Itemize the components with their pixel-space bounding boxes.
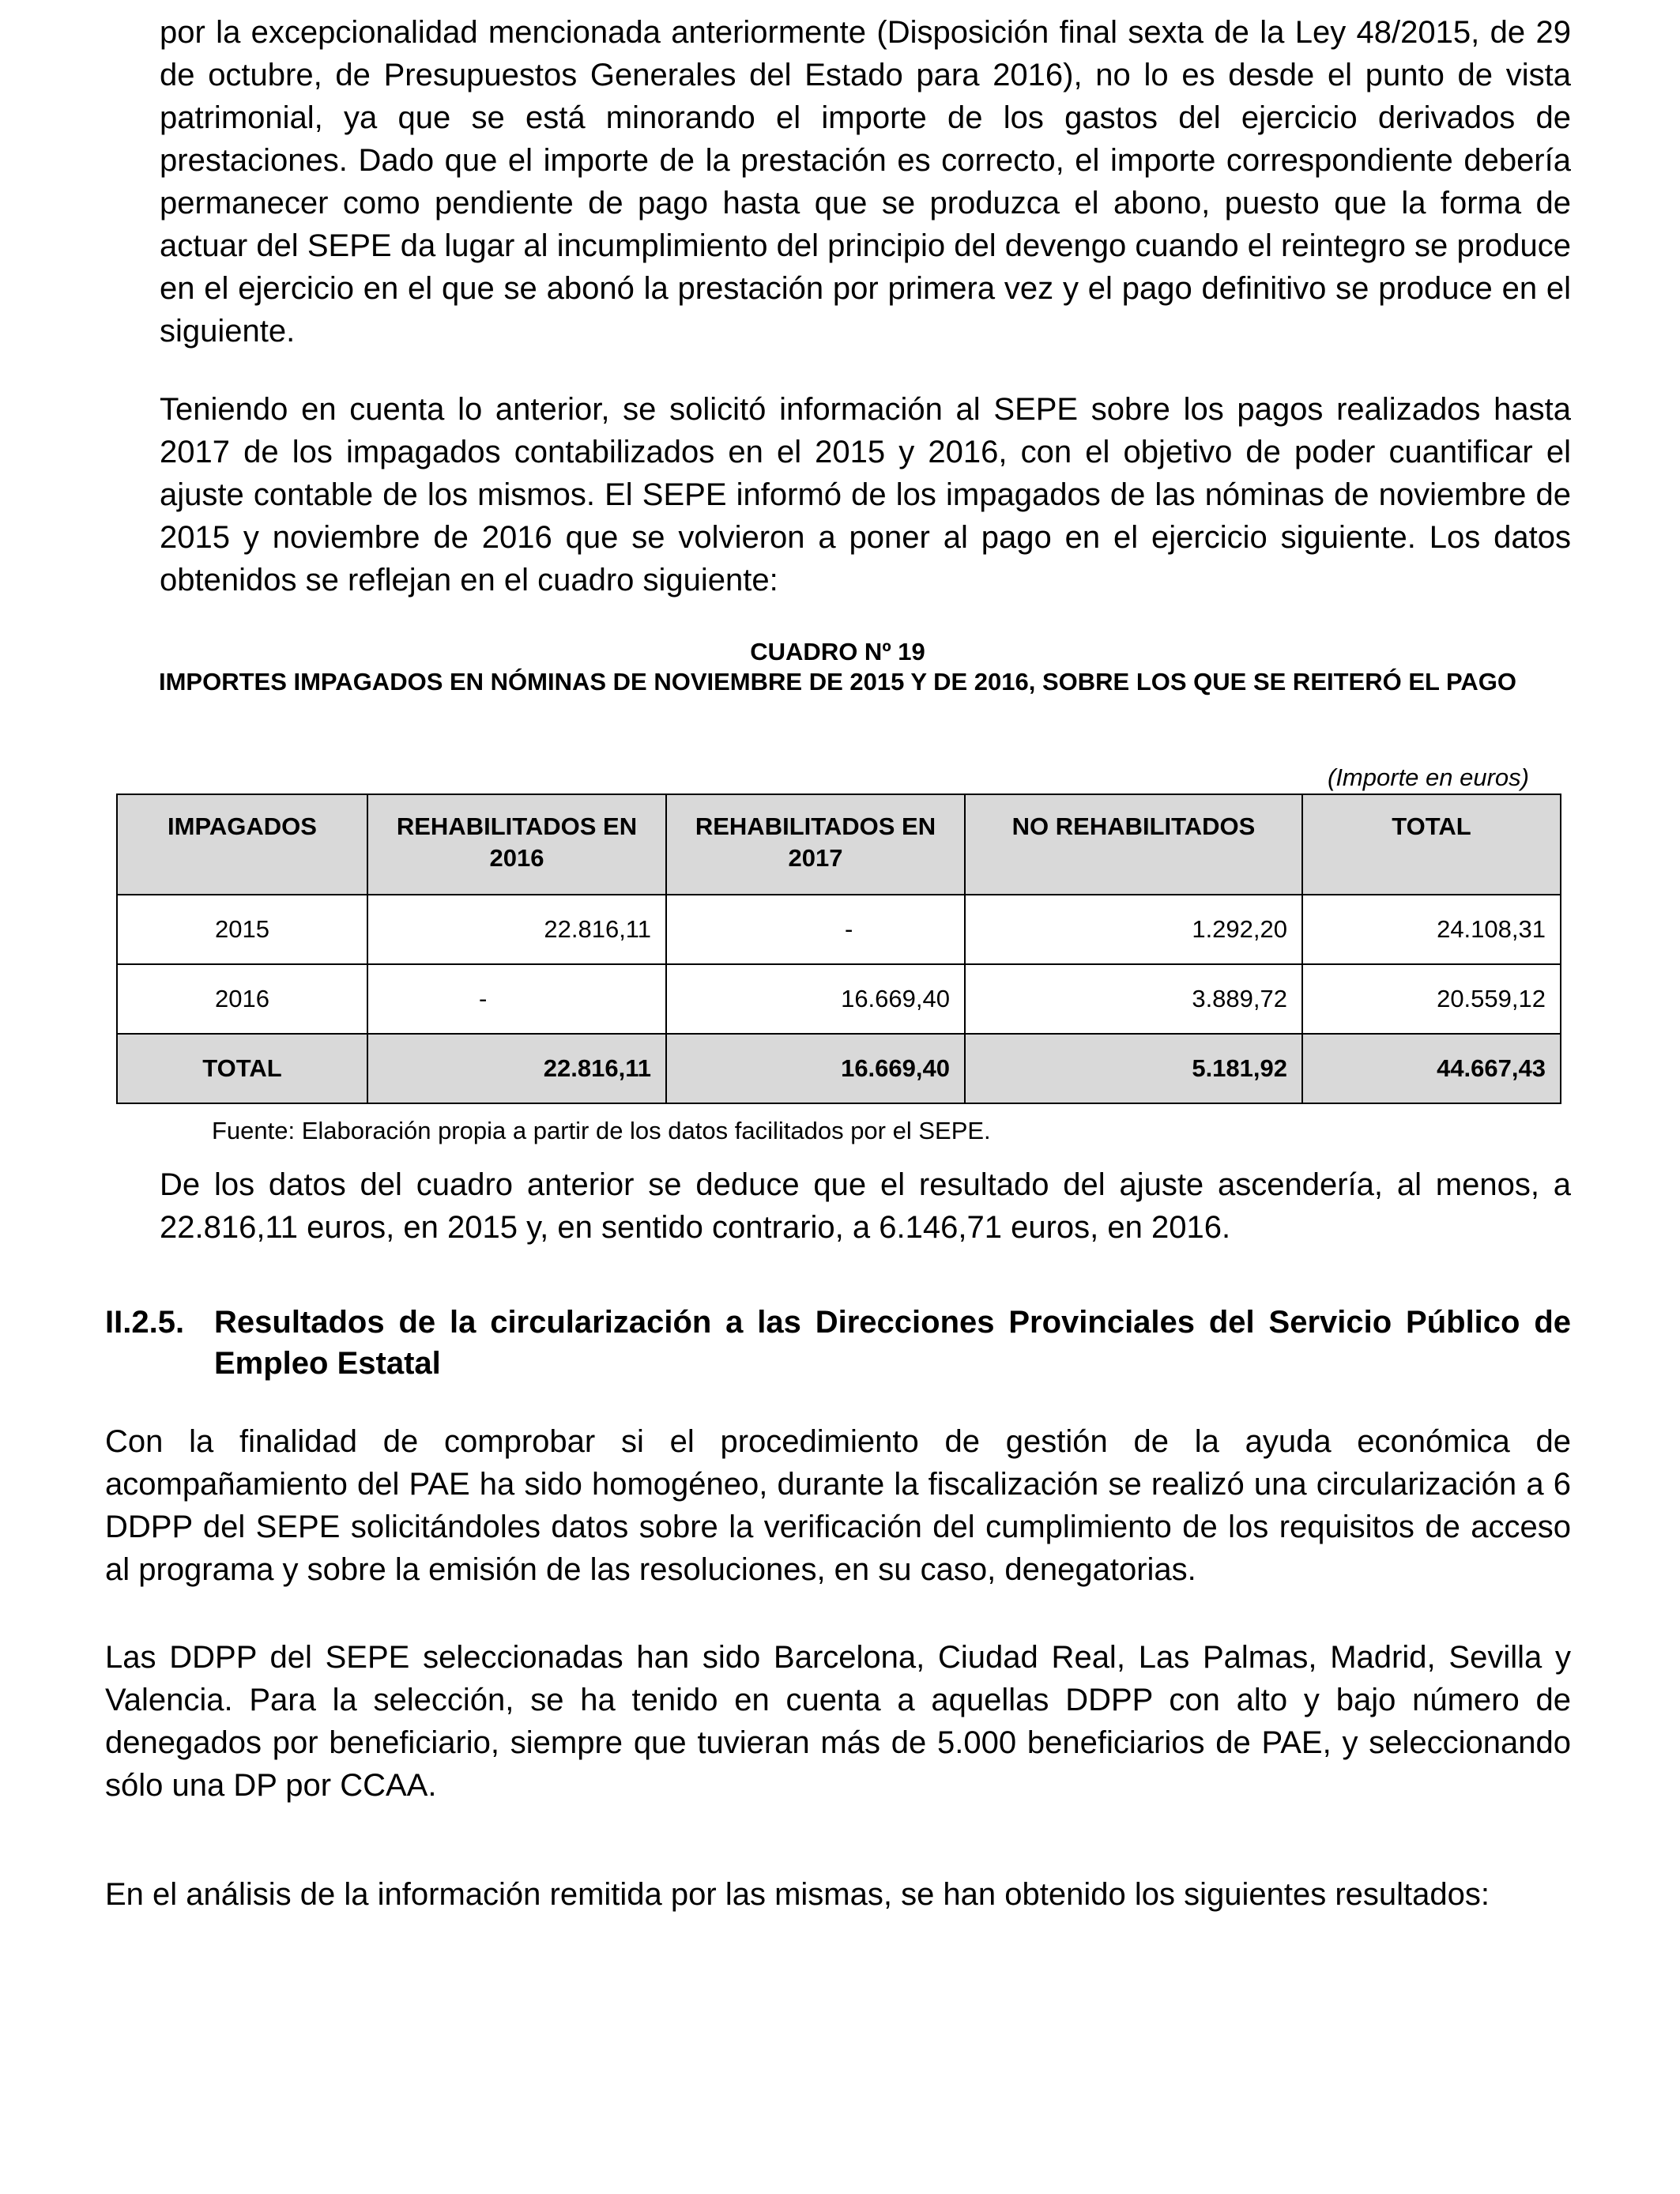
cell-rehabilitados-2016: 22.816,11: [367, 895, 666, 964]
header-no-rehabilitados: NO REHABILITADOS: [965, 794, 1302, 895]
cell-total-label: TOTAL: [117, 1034, 367, 1103]
table-total-row: [117, 1034, 1561, 1103]
cell-rehabilitados-2016: -: [367, 964, 666, 1034]
table-header-row: [117, 794, 1561, 895]
impagados-table: [116, 794, 1561, 1104]
cell-no-rehabilitados: 1.292,20: [965, 895, 1302, 964]
cell-total-rehabilitados-2016: 22.816,11: [367, 1034, 666, 1103]
header-rehabilitados-2017: REHABILITADOS EN 2017: [666, 794, 965, 895]
table-number: CUADRO Nº 19: [750, 638, 925, 665]
paragraph-ddpp-seleccionadas: Las DDPP del SEPE seleccionadas han sido Barcelona, Ciudad Real, Las Palmas, Madrid, Sevilla y Valencia. Para la selección, se ha tenido en cuenta a aquellas DDPP con alto y bajo número de denegados por beneficiario, siempre que tuvieran más de 5.000 beneficiarios de PAE, y seleccionando sólo una DP por CCAA.: [105, 1640, 1571, 1803]
cell-grand-total: 44.667,43: [1302, 1034, 1561, 1103]
cell-total: 24.108,31: [1302, 895, 1561, 964]
paragraph-devengo: por la excepcionalidad mencionada anteriormente (Disposición final sexta de la Ley 48/2015, de 29 de octubre, de Presupuestos Generales del Estado para 2016), no lo es desde el punto de vista patrimonial, ya que se está minorando el importe de los gastos del ejercicio derivados de prestaciones. Dado que el importe de la prestación es correcto, el importe correspondiente debería permanecer como pendiente de pago hasta que se produzca el abono, puesto que la forma de actuar del SEPE da lugar al incumplimiento del principio del devengo cuando el reintegro se produce en el ejercicio en el que se abonó la prestación por primera vez y el pago definitivo se produce en el siguiente.: [160, 15, 1571, 349]
table-title: IMPORTES IMPAGADOS EN NÓMINAS DE NOVIEMBRE DE 2015 Y DE 2016, SOBRE LOS QUE SE REITERÓ EL PAGO: [158, 668, 1516, 696]
cell-rehabilitados-2017: 16.669,40: [666, 964, 965, 1034]
section-number: II.2.5.: [105, 1305, 185, 1340]
cell-total-rehabilitados-2017: 16.669,40: [666, 1034, 965, 1103]
header-rehabilitados-2016: REHABILITADOS EN 2016: [367, 794, 666, 895]
table-row: [117, 895, 1561, 964]
section-title: Resultados de la circularización a las Direcciones Provinciales del Servicio Público de Empleo Estatal: [214, 1305, 1571, 1381]
cell-rehabilitados-2017: -: [666, 895, 965, 964]
cell-total-no-rehabilitados: 5.181,92: [965, 1034, 1302, 1103]
section-heading: [105, 1302, 1571, 1384]
cell-year: 2016: [117, 964, 367, 1034]
cell-year: 2015: [117, 895, 367, 964]
header-impagados: IMPAGADOS: [117, 794, 367, 895]
header-total: TOTAL: [1302, 794, 1561, 895]
table-source: Fuente: Elaboración propia a partir de los datos facilitados por el SEPE.: [212, 1117, 991, 1144]
cell-no-rehabilitados: 3.889,72: [965, 964, 1302, 1034]
table-unit: (Importe en euros): [1328, 763, 1529, 791]
paragraph-ajuste: De los datos del cuadro anterior se deduce que el resultado del ajuste ascendería, al menos, a 22.816,11 euros, en 2015 y, en sentido contrario, a 6.146,71 euros, en 2016.: [160, 1167, 1571, 1245]
table-row: [117, 964, 1561, 1034]
paragraph-finalidad: Con la finalidad de comprobar si el procedimiento de gestión de la ayuda económica de acompañamiento del PAE ha sido homogéneo, durante la fiscalización se realizó una circularización a 6 DDPP del SEPE solicitándoles datos sobre la verificación del cumplimiento de los requisitos de acceso al programa y sobre la emisión de las resoluciones, en su caso, denegatorias.: [105, 1424, 1571, 1587]
paragraph-informacion-sepe: Teniendo en cuenta lo anterior, se solicitó información al SEPE sobre los pagos realizados hasta 2017 de los impagados contabilizados en el 2015 y 2016, con el objetivo de poder cuantificar el ajuste contable de los mismos. El SEPE informó de los impagados de las nóminas de noviembre de 2015 y noviembre de 2016 que se volvieron a poner al pago en el ejercicio siguiente. Los datos obtenidos se reflejan en el cuadro siguiente:: [160, 392, 1571, 598]
cell-total: 20.559,12: [1302, 964, 1561, 1034]
paragraph-resultados: En el análisis de la información remitida por las mismas, se han obtenido los siguientes resultados:: [105, 1877, 1490, 1912]
